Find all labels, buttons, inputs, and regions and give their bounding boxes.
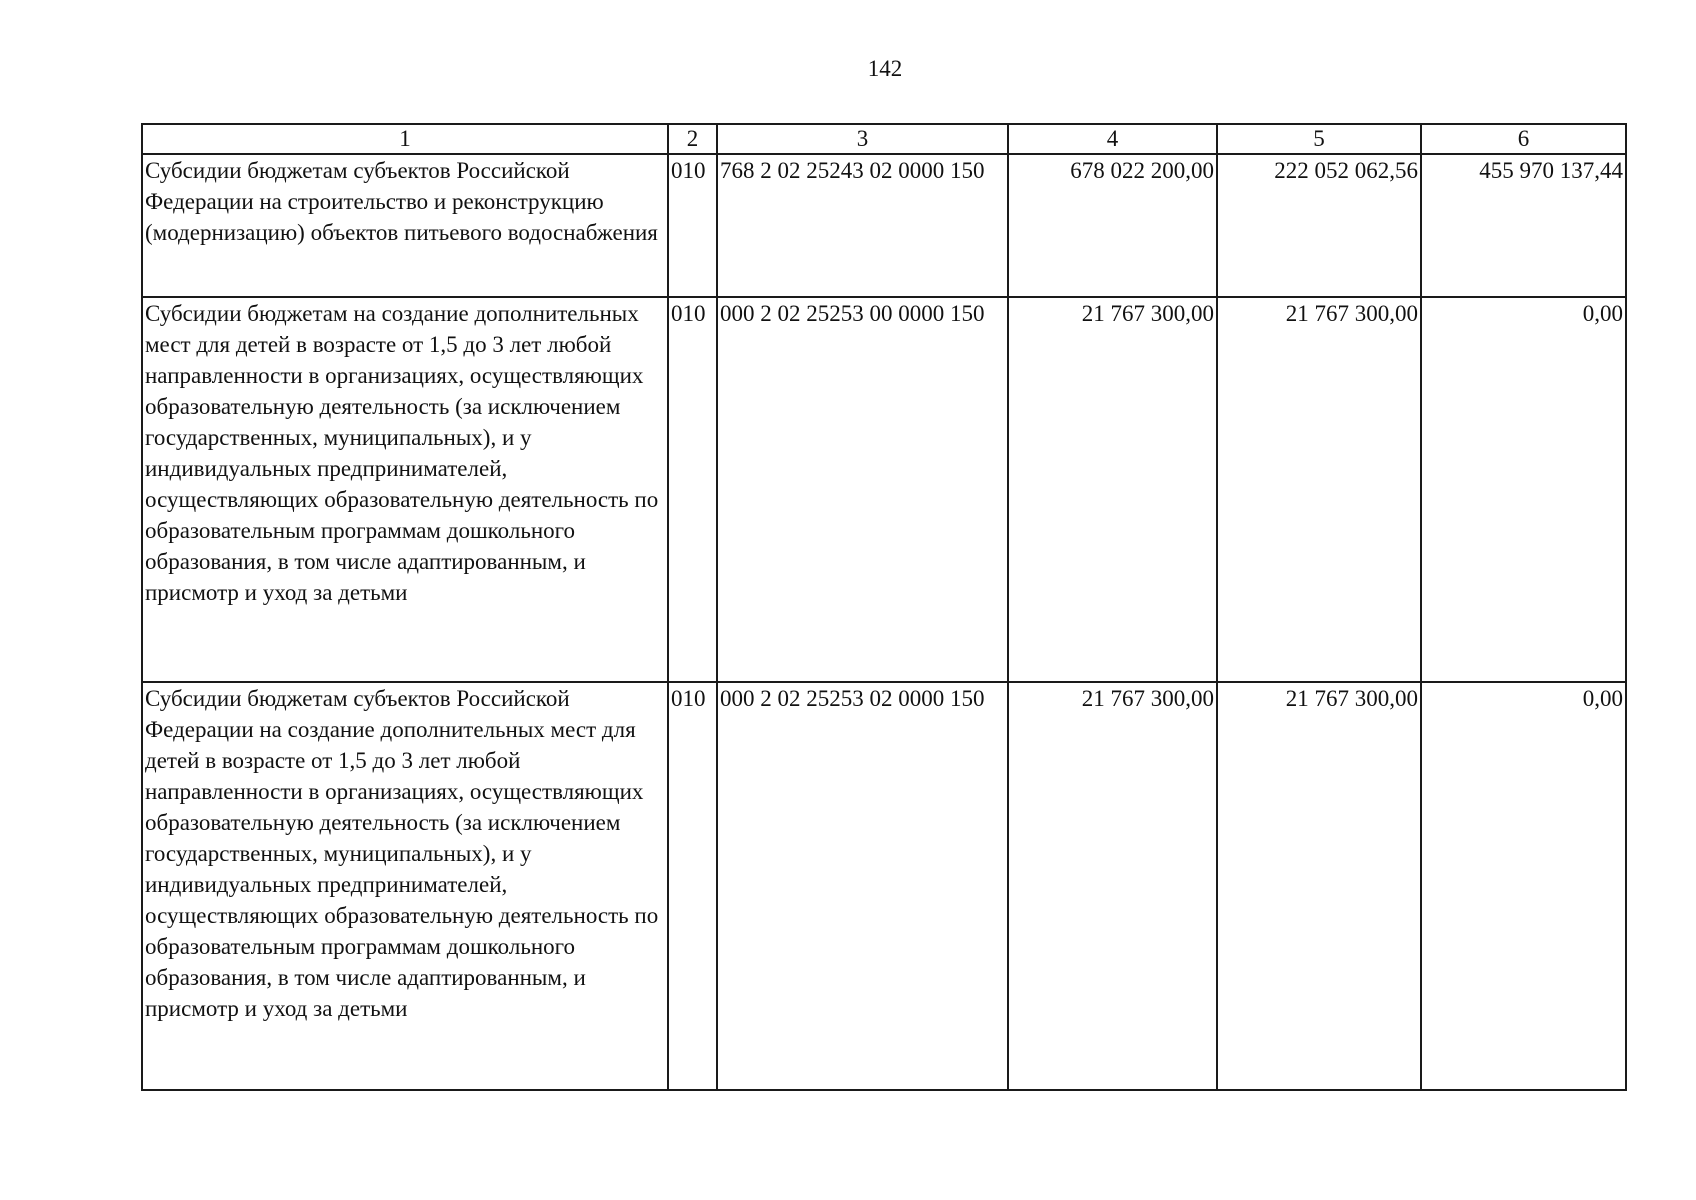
admin-code-cell: 010 — [668, 297, 717, 682]
table-row — [142, 682, 1626, 1090]
budget-code-cell: 768 2 02 25243 02 0000 150 — [717, 154, 1008, 297]
page-number: 142 — [867, 56, 903, 81]
column-header: 2 — [668, 124, 717, 154]
executed-amount-cell: 21 767 300,00 — [1217, 297, 1421, 682]
budget-table — [141, 123, 1627, 1091]
row-name-cell: Субсидии бюджетам субъектов Российской Федерации на строительство и реконструкцию (модернизацию) объектов питьевого водоснабжения — [142, 154, 668, 297]
column-header: 1 — [142, 124, 668, 154]
approved-amount-cell: 678 022 200,00 — [1008, 154, 1217, 297]
admin-code-cell: 010 — [668, 682, 717, 1090]
column-header: 3 — [717, 124, 1008, 154]
executed-amount-cell: 21 767 300,00 — [1217, 682, 1421, 1090]
column-header: 4 — [1008, 124, 1217, 154]
table-header-row — [142, 124, 1626, 154]
budget-code-cell: 000 2 02 25253 02 0000 150 — [717, 682, 1008, 1090]
remaining-amount-cell: 0,00 — [1421, 682, 1626, 1090]
approved-amount-cell: 21 767 300,00 — [1008, 297, 1217, 682]
table-row — [142, 154, 1626, 297]
table-row — [142, 297, 1626, 682]
column-header: 6 — [1421, 124, 1626, 154]
budget-code-cell: 000 2 02 25253 00 0000 150 — [717, 297, 1008, 682]
row-name-cell: Субсидии бюджетам на создание дополнительных мест для детей в возрасте от 1,5 до 3 лет любой направленности в организациях, осуществляющих образовательную деятельность (за исключением государственных, муниципальных), и у индивидуальных предпринимателей, осуществляющих образовательную деятельность по образовательным программам дошкольного образования, в том числе адаптированным, и присмотр и уход за детьми — [142, 297, 668, 682]
remaining-amount-cell: 0,00 — [1421, 297, 1626, 682]
approved-amount-cell: 21 767 300,00 — [1008, 682, 1217, 1090]
remaining-amount-cell: 455 970 137,44 — [1421, 154, 1626, 297]
column-header: 5 — [1217, 124, 1421, 154]
row-name-cell: Субсидии бюджетам субъектов Российской Федерации на создание дополнительных мест для детей в возрасте от 1,5 до 3 лет любой направленности в организациях, осуществляющих образовательную деятельность (за исключением государственных, муниципальных), и у индивидуальных предпринимателей, осуществляющих образовательную деятельность по образовательным программам дошкольного образования, в том числе адаптированным, и присмотр и уход за детьми — [142, 682, 668, 1090]
admin-code-cell: 010 — [668, 154, 717, 297]
executed-amount-cell: 222 052 062,56 — [1217, 154, 1421, 297]
